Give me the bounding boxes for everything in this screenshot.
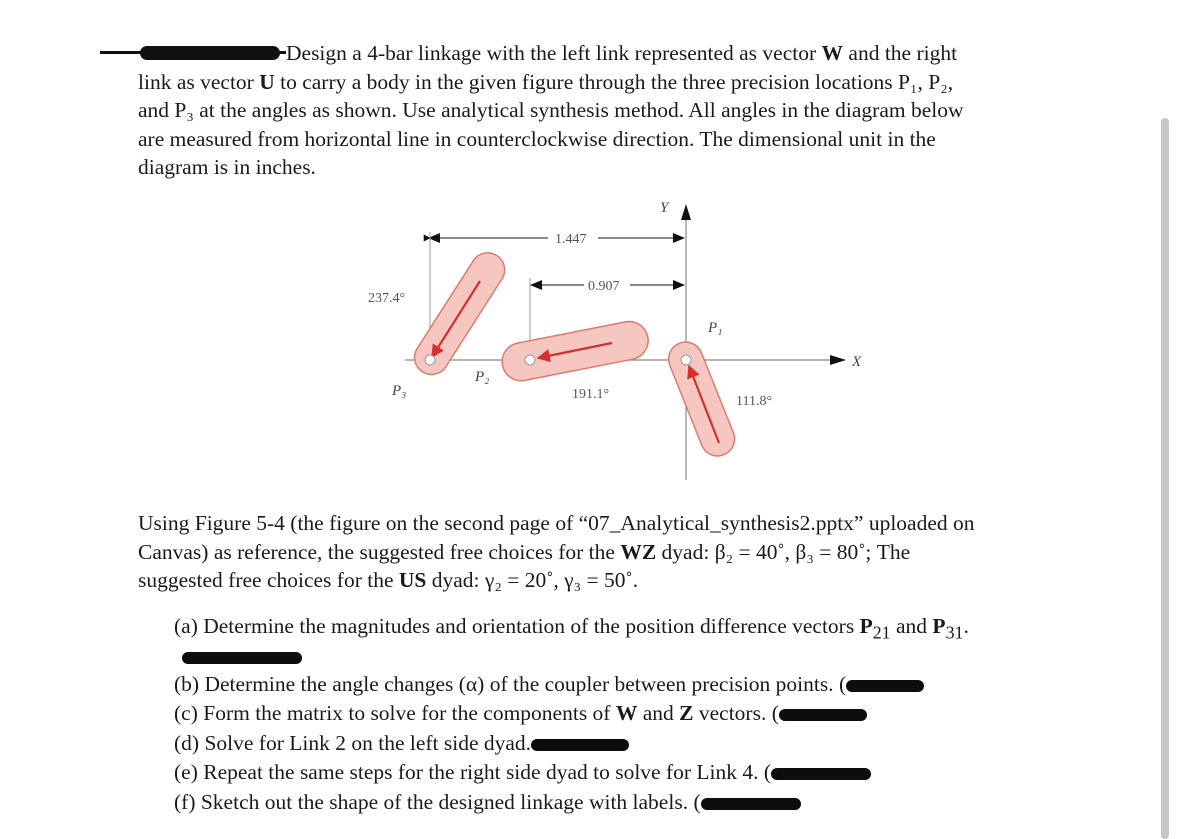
part-d: (d) Solve for Link 2 on the left side dyad. xyxy=(174,729,969,759)
part-f: (f) Sketch out the shape of the designed linkage with labels. ( xyxy=(174,788,969,818)
reference-paragraph xyxy=(138,509,975,595)
redaction-scribble xyxy=(701,798,801,810)
reference-line-3: suggested free choices for the US dyad: γ₂ = 20˚, γ₃ = 50˚. xyxy=(138,568,639,592)
redaction-scribble xyxy=(846,680,924,692)
intro-line-5: diagram is in inches. xyxy=(138,155,316,179)
x-axis-label: X xyxy=(852,354,862,370)
reference-line-2: Canvas) as reference, the suggested free choices for the WZ dyad: β₂ = 40˚, β₃ = 80˚; The xyxy=(138,539,911,564)
angle-label-p1: 111.8° xyxy=(736,394,773,409)
intro-line-1: Design a 4-bar linkage with the left link represented as vector W and the right xyxy=(286,41,958,65)
pivot-p3 xyxy=(425,355,435,365)
part-e: (e) Repeat the same steps for the right side dyad to solve for Link 4. ( xyxy=(174,758,969,788)
intro-line-2: link as vector U to carry a body in the given figure through the three precision locations P₁, P₂, xyxy=(138,69,954,94)
part-c: (c) Form the matrix to solve for the components of W and Z vectors. ( xyxy=(174,699,969,729)
label-p3: P₃ xyxy=(392,383,407,399)
part-a-redacted-points xyxy=(174,642,969,670)
dim-1447-arrow-right xyxy=(673,233,685,243)
pivot-p1 xyxy=(681,355,691,365)
pivot-p2 xyxy=(525,355,535,365)
label-p2: P₂ xyxy=(475,369,490,385)
intro-line-4: are measured from horizontal line in counterclockwise direction. The dimensional unit in the xyxy=(138,126,936,151)
angle-label-p2: 191.1° xyxy=(572,387,610,402)
dim-1447-label: 1.447 xyxy=(555,232,587,247)
redaction-scribble xyxy=(182,652,302,664)
question-parts xyxy=(174,612,969,817)
redaction-scribble xyxy=(771,768,871,780)
x-axis-arrowhead xyxy=(830,355,846,365)
redaction-scribble xyxy=(531,739,629,751)
scrollbar[interactable] xyxy=(1161,118,1169,839)
y-axis-label: Y xyxy=(660,200,669,216)
redaction-scribble xyxy=(779,709,867,721)
part-b: (b) Determine the angle changes (α) of the coupler between precision points. ( xyxy=(174,670,969,700)
angle-label-p3: 237.4° xyxy=(368,291,406,306)
intro-line-3: and P₃ at the angles as shown. Use analytical synthesis method. All angles in the diagram below xyxy=(138,98,964,122)
reference-line-1: Using Figure 5-4 (the figure on the second page of “07_Analytical_synthesis2.pptx” uploaded on xyxy=(138,511,975,535)
problem-statement xyxy=(138,39,964,182)
dim-0907-arrow-left xyxy=(530,280,542,290)
linkage-figure xyxy=(330,190,890,490)
label-p1: P₁ xyxy=(708,320,723,336)
dim-0907-label: 0.907 xyxy=(588,279,620,294)
dim-0907-arrow-right xyxy=(673,280,685,290)
y-axis-arrowhead xyxy=(681,204,691,220)
part-a: (a) Determine the magnitudes and orientation of the position difference vectors $P_{21}$ and $P_{31}$. xyxy=(174,614,969,643)
